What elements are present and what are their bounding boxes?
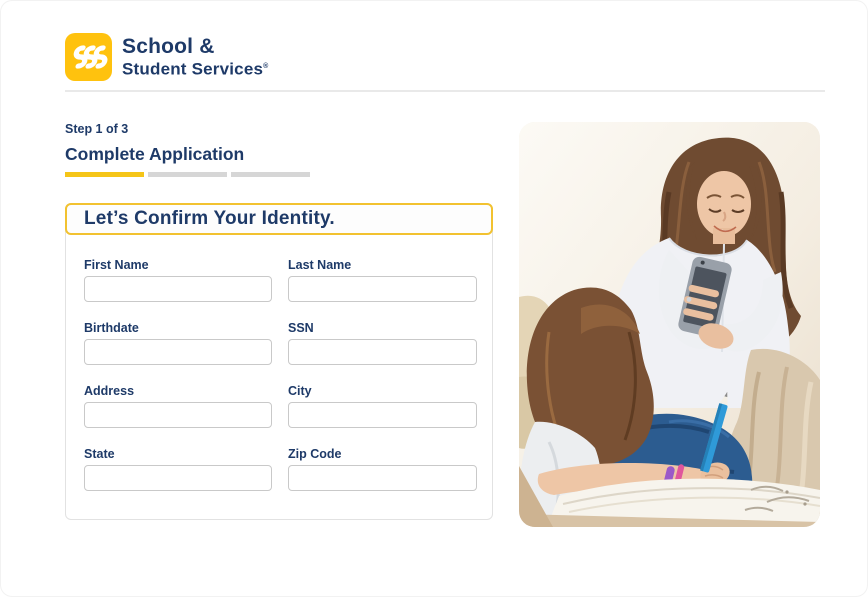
logo-text	[122, 35, 269, 79]
field-zip-code	[288, 447, 477, 491]
form-fields	[84, 258, 477, 491]
city-input[interactable]	[288, 402, 477, 428]
last-name-input[interactable]	[288, 276, 477, 302]
city-label: City	[288, 384, 312, 398]
triple-s-monogram-icon	[65, 33, 112, 81]
birthdate-label: Birthdate	[84, 321, 139, 335]
progress-bar	[65, 172, 310, 177]
progress-segment-2	[148, 172, 227, 177]
form-heading: Let’s Confirm Your Identity.	[84, 208, 335, 229]
zip-code-input[interactable]	[288, 465, 477, 491]
header-divider	[65, 90, 825, 92]
progress-segment-1	[65, 172, 144, 177]
last-name-label: Last Name	[288, 258, 352, 272]
family-photo	[519, 122, 820, 527]
identity-form-card	[65, 203, 493, 520]
state-label: State	[84, 447, 115, 461]
logo	[65, 33, 269, 81]
ssn-input[interactable]	[288, 339, 477, 365]
field-last-name	[288, 258, 477, 302]
birthdate-input[interactable]	[84, 339, 272, 365]
address-label: Address	[84, 384, 135, 398]
form-heading-box	[65, 203, 493, 235]
first-name-label: First Name	[84, 258, 149, 272]
logo-line1: School &	[122, 35, 215, 59]
logo-line2: Student Services®	[122, 59, 269, 79]
step-title: Complete Application	[65, 144, 245, 164]
step-indicator-text: Step 1 of 3	[65, 122, 129, 136]
field-address	[84, 384, 272, 428]
field-city	[288, 384, 477, 428]
field-birthdate	[84, 321, 272, 365]
field-state	[84, 447, 272, 491]
zip-code-label: Zip Code	[288, 447, 342, 461]
address-input[interactable]	[84, 402, 272, 428]
field-ssn	[288, 321, 477, 365]
state-input[interactable]	[84, 465, 272, 491]
registered-mark: ®	[263, 63, 269, 71]
progress-segment-3	[231, 172, 310, 177]
field-first-name	[84, 258, 272, 302]
first-name-input[interactable]	[84, 276, 272, 302]
ssn-label: SSN	[288, 321, 314, 335]
